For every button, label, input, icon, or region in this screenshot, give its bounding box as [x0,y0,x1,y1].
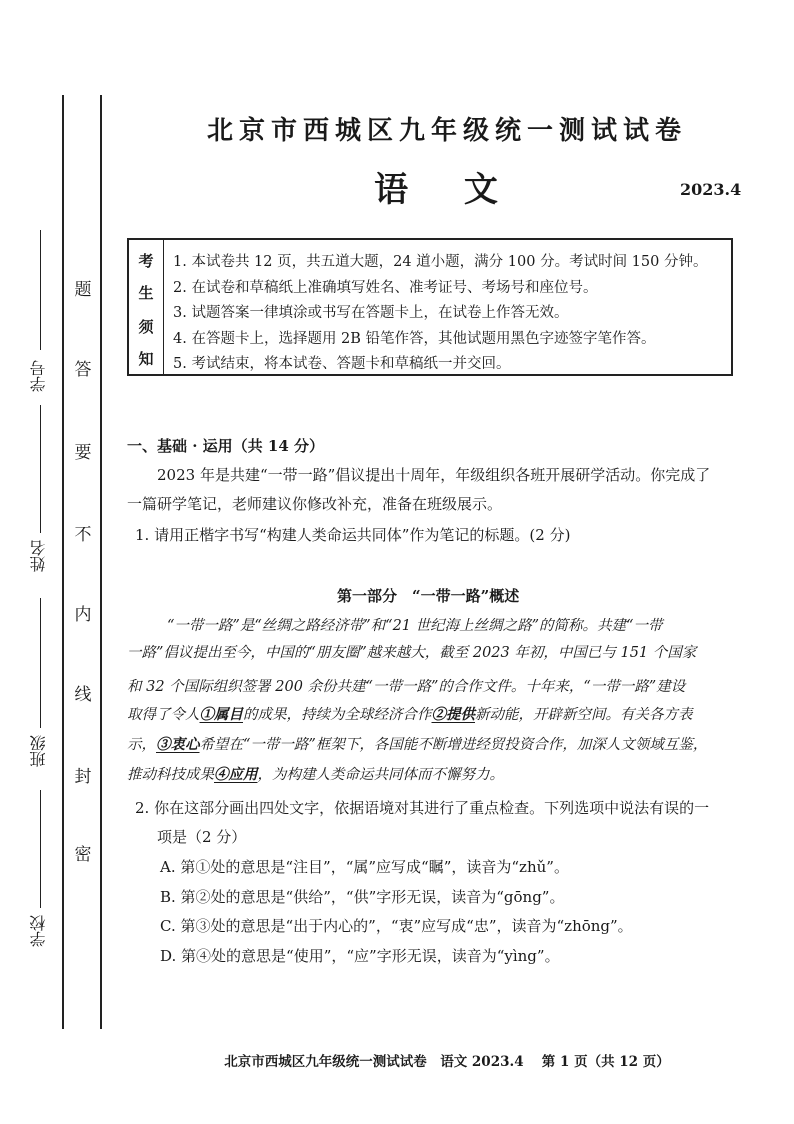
notice-label-char: 考 [138,252,154,270]
binding-char: 题 [74,280,92,300]
notice-item: 3. 试题答案一律填涂或书写在答题卡上，在试卷上作答无效。 [173,305,569,321]
binding-char: 线 [74,685,92,705]
marked-word-1: ①属目 [199,706,243,723]
marked-word-3: ③衷心 [156,736,200,753]
school-label: 学校 [28,915,48,947]
class-field[interactable] [18,735,58,767]
intro-text: 一篇研学笔记，老师建议你修改补充，准备在班级展示。 [127,495,503,513]
student-id-label: 学号 [28,360,48,392]
intro-text: 2023 年是共建“一带一路”倡议提出十周年，年级组织各班开展研学活动。你完成了 [157,466,711,484]
option-c: C. 第③处的意思是“出于内心的”，“衷”应写成“忠”，读音为“zhōng”。 [160,917,633,935]
name-field[interactable] [18,540,58,572]
name-line [40,405,41,533]
notice-label-char: 须 [138,318,154,336]
marked-word-4: ④应用 [214,766,258,783]
class-line [40,598,41,728]
exam-date: 2023.4 [680,180,742,199]
marked-word-2: ②提供 [431,706,475,723]
passage-line: 示，③衷心希望在“一带一路”框架下，各国能不断增进经贸投资合作，加深人文领域互鉴， [127,736,708,753]
binding-char: 密 [74,845,92,865]
binding-char: 内 [74,605,92,625]
question-2-cont: 项是（2 分） [157,828,247,846]
part-title: 第一部分 “一带一路”概述 [337,587,520,605]
passage-line: 一路”倡议提出至今，中国的“朋友圈”越来越大，截至 2023 年初，中国已与 151 个国家 [127,645,697,661]
binding-line-outer [62,95,64,1029]
page-footer: 北京市西城区九年级统一测试试卷 语文 2023.4 第 1 页（共 12 页） [224,1054,670,1070]
option-d: D. 第④处的意思是“使用”，“应”字形无误，读音为“yìng”。 [160,947,560,965]
notice-item: 5. 考试结束，将本试卷、答题卡和草稿纸一并交回。 [173,356,511,372]
option-b: B. 第②处的意思是“供给”，“供”字形无误，读音为“gōng”。 [160,888,565,906]
binding-line-inner [100,95,102,1029]
student-id-field[interactable] [18,360,58,392]
question-1: 1. 请用正楷字书写“构建人类命运共同体”作为笔记的标题。(2 分) [135,526,571,544]
binding-char: 答 [74,360,92,380]
section-heading: 一、基础 · 运用（共 14 分） [127,437,324,455]
passage-line: 取得了令人①属目的成果，持续为全球经济合作②提供新动能，开辟新空间。有关各方表 [127,706,693,723]
binding-char: 封 [74,767,92,787]
passage-line: 和 32 个国际组织签署 200 余份共建“一带一路”的合作文件。十年来，“一带一路”建设 [127,679,686,695]
notice-item: 4. 在答题卡上，选择题用 2B 铅笔作答，其他试题用黑色字迹签字笔作答。 [173,330,656,347]
school-line [40,790,41,908]
exam-notice-box [127,238,733,376]
school-field[interactable] [18,915,58,947]
passage-line: “一带一路”是“丝绸之路经济带”和“21 世纪海上丝绸之路”的简称。共建“一带 [167,618,663,634]
class-label: 班级 [28,735,48,767]
subject-title: 语 文 [374,170,520,210]
name-label: 姓名 [28,540,48,572]
exam-title: 北京市西城区九年级统一测试试卷 [206,116,687,146]
notice-item: 2. 在试卷和草稿纸上准确填写姓名、准考证号、考场号和座位号。 [173,279,598,296]
notice-label-column [129,240,164,374]
option-a: A. 第①处的意思是“注目”，“属”应写成“瞩”，读音为“zhǔ”。 [160,858,569,876]
binding-char: 不 [74,525,92,545]
passage-line: 推动科技成果④应用，为构建人类命运共同体而不懈努力。 [127,766,504,783]
question-2: 2. 你在这部分画出四处文字，依据语境对其进行了重点检查。下列选项中说法有误的一 [135,799,710,817]
notice-items [173,250,707,378]
binding-char: 要 [74,443,92,463]
notice-item: 1. 本试卷共 12 页，共五道大题，24 道小题，满分 100 分。考试时间 150 分钟。 [173,254,708,270]
student-id-line [40,230,41,350]
notice-label-char: 生 [138,284,154,302]
notice-label-char: 知 [138,350,154,368]
